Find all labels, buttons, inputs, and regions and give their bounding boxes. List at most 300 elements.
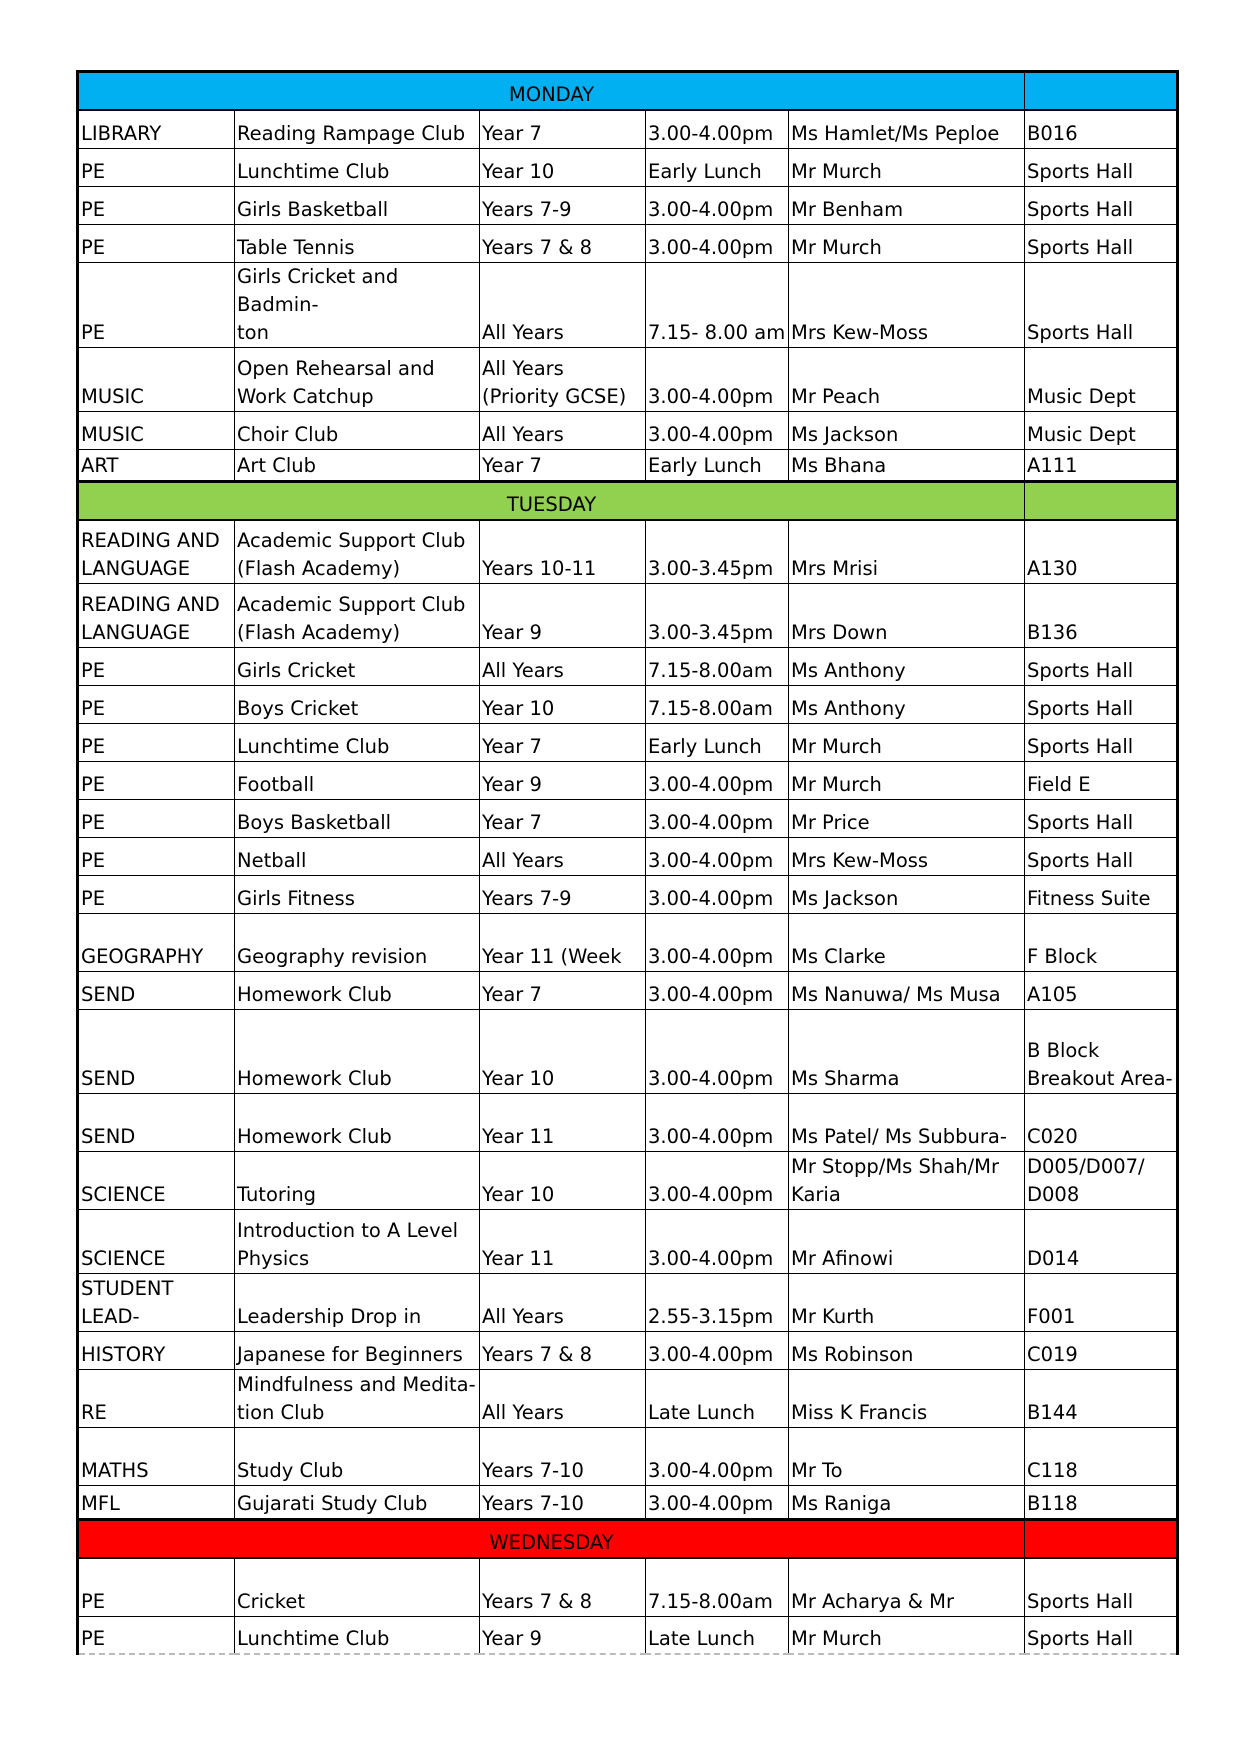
room-cell bbox=[1025, 262, 1178, 347]
time-cell bbox=[646, 1558, 789, 1616]
cell-text: Japanese for Beginners bbox=[237, 1343, 463, 1366]
time-cell bbox=[646, 876, 789, 914]
time-cell bbox=[646, 584, 789, 648]
time-cell bbox=[646, 1616, 789, 1654]
staff-cell bbox=[789, 800, 1025, 838]
cell-text: 3.00-4.00pm bbox=[648, 384, 774, 408]
time-cell bbox=[646, 648, 789, 686]
room-cell bbox=[1025, 110, 1178, 148]
day-header: WEDNESDAY bbox=[78, 1520, 1025, 1559]
activity-cell bbox=[235, 262, 480, 347]
table-row bbox=[78, 224, 1178, 262]
year-group-cell bbox=[480, 762, 646, 800]
year-group-cell bbox=[480, 584, 646, 648]
cell-text: Academic Support Club (Flash Academy) bbox=[237, 529, 466, 580]
day-header-row bbox=[78, 72, 1178, 111]
cell-text: Year 11 bbox=[482, 1247, 555, 1270]
cell-text: All Years bbox=[482, 320, 564, 344]
room-cell bbox=[1025, 876, 1178, 914]
cell-text: 3.00-4.00pm bbox=[648, 1459, 774, 1482]
cell-text: Girls Cricket and Badmin- ton bbox=[237, 264, 399, 344]
cell-text: Year 7 bbox=[482, 453, 542, 477]
cell-text: SCIENCE bbox=[81, 1247, 166, 1270]
cell-text: LIBRARY bbox=[81, 121, 162, 145]
cell-text: Ms Sharma bbox=[791, 1067, 900, 1090]
cell-text: 7.15-8.00am bbox=[648, 659, 773, 682]
cell-text: Years 10-11 bbox=[482, 557, 597, 580]
table-row bbox=[78, 762, 1178, 800]
cell-text: Mr To bbox=[791, 1459, 843, 1482]
activity-cell bbox=[235, 1332, 480, 1370]
staff-cell bbox=[789, 1274, 1025, 1332]
cell-text: D005/D007/ D008 bbox=[1027, 1155, 1145, 1206]
time-cell bbox=[646, 1010, 789, 1094]
activity-cell bbox=[235, 914, 480, 972]
room-cell bbox=[1025, 762, 1178, 800]
year-group-cell bbox=[480, 876, 646, 914]
cell-text: Sports Hall bbox=[1027, 1627, 1134, 1650]
table-row bbox=[78, 520, 1178, 584]
time-cell bbox=[646, 1486, 789, 1520]
time-cell bbox=[646, 1332, 789, 1370]
cell-text: PE bbox=[81, 811, 106, 834]
year-group-cell bbox=[480, 411, 646, 449]
time-cell bbox=[646, 1428, 789, 1486]
table-row bbox=[78, 1558, 1178, 1616]
staff-cell bbox=[789, 1332, 1025, 1370]
table-row bbox=[78, 686, 1178, 724]
time-cell bbox=[646, 520, 789, 584]
cell-text: 3.00-4.00pm bbox=[648, 422, 774, 446]
room-cell bbox=[1025, 1486, 1178, 1520]
cell-text: PE bbox=[81, 235, 106, 259]
cell-text: Music Dept bbox=[1027, 422, 1136, 446]
department-cell bbox=[78, 800, 235, 838]
cell-text: 3.00-4.00pm bbox=[648, 983, 774, 1006]
cell-text: Early Lunch bbox=[648, 453, 762, 477]
cell-text: 3.00-4.00pm bbox=[648, 197, 774, 221]
cell-text: Ms Raniga bbox=[791, 1492, 892, 1515]
cell-text: Sports Hall bbox=[1027, 735, 1134, 758]
cell-text: Year 9 bbox=[482, 773, 542, 796]
year-group-cell bbox=[480, 648, 646, 686]
cell-text: 3.00-4.00pm bbox=[648, 1183, 774, 1206]
year-group-cell bbox=[480, 186, 646, 224]
activity-cell bbox=[235, 584, 480, 648]
activity-cell bbox=[235, 1558, 480, 1616]
cell-text: Fitness Suite bbox=[1027, 887, 1151, 910]
time-cell bbox=[646, 262, 789, 347]
table-row bbox=[78, 1616, 1178, 1654]
department-cell bbox=[78, 411, 235, 449]
room-cell bbox=[1025, 972, 1178, 1010]
year-group-cell bbox=[480, 1428, 646, 1486]
activity-cell bbox=[235, 1010, 480, 1094]
cell-text: Girls Cricket bbox=[237, 659, 356, 682]
year-group-cell bbox=[480, 262, 646, 347]
table-row bbox=[78, 800, 1178, 838]
day-header-end bbox=[1025, 481, 1178, 520]
cell-text: Open Rehearsal and Work Catchup bbox=[237, 356, 435, 408]
cell-text: PE bbox=[81, 1627, 106, 1650]
time-cell bbox=[646, 110, 789, 148]
cell-text: 7.15-8.00am bbox=[648, 1589, 773, 1613]
cell-text: Ms Anthony bbox=[791, 659, 906, 682]
cell-text: B Block Breakout Area- bbox=[1027, 1039, 1173, 1090]
day-header-end bbox=[1025, 1520, 1178, 1559]
cell-text: Years 7-9 bbox=[482, 887, 572, 910]
room-cell bbox=[1025, 1332, 1178, 1370]
staff-cell bbox=[789, 449, 1025, 481]
time-cell bbox=[646, 1094, 789, 1152]
time-cell bbox=[646, 724, 789, 762]
cell-text: Leadership Drop in bbox=[237, 1305, 422, 1328]
cell-text: C020 bbox=[1027, 1125, 1078, 1148]
cell-text: Ms Nanuwa/ Ms Musa bbox=[791, 983, 1001, 1006]
department-cell bbox=[78, 1616, 235, 1654]
staff-cell bbox=[789, 520, 1025, 584]
cell-text: Mr Murch bbox=[791, 235, 882, 259]
cell-text: 3.00-4.00pm bbox=[648, 887, 774, 910]
cell-text: 3.00-4.00pm bbox=[648, 849, 774, 872]
cell-text: F001 bbox=[1027, 1305, 1076, 1328]
table-row bbox=[78, 148, 1178, 186]
staff-cell bbox=[789, 584, 1025, 648]
day-header-row bbox=[78, 1520, 1178, 1559]
activity-cell bbox=[235, 724, 480, 762]
staff-cell bbox=[789, 1558, 1025, 1616]
cell-text: PE bbox=[81, 849, 106, 872]
year-group-cell bbox=[480, 1332, 646, 1370]
department-cell bbox=[78, 1428, 235, 1486]
room-cell bbox=[1025, 1210, 1178, 1274]
cell-text: Miss K Francis bbox=[791, 1401, 928, 1424]
staff-cell bbox=[789, 347, 1025, 411]
day-header: MONDAY bbox=[78, 72, 1025, 111]
time-cell bbox=[646, 686, 789, 724]
cell-text: MATHS bbox=[81, 1459, 149, 1482]
room-cell bbox=[1025, 411, 1178, 449]
department-cell bbox=[78, 724, 235, 762]
cell-text: SEND bbox=[81, 1125, 136, 1148]
cell-text: PE bbox=[81, 320, 106, 344]
table-row bbox=[78, 1152, 1178, 1210]
activity-cell bbox=[235, 972, 480, 1010]
cell-text: Sports Hall bbox=[1027, 1589, 1134, 1613]
table-row bbox=[78, 724, 1178, 762]
cell-text: Mr Kurth bbox=[791, 1305, 875, 1328]
cell-text: C118 bbox=[1027, 1459, 1078, 1482]
cell-text: GEOGRAPHY bbox=[81, 945, 204, 968]
cell-text: Lunchtime Club bbox=[237, 1627, 390, 1650]
time-cell bbox=[646, 1274, 789, 1332]
cell-text: B144 bbox=[1027, 1401, 1078, 1424]
room-cell bbox=[1025, 186, 1178, 224]
department-cell bbox=[78, 584, 235, 648]
table-row bbox=[78, 1210, 1178, 1274]
activity-cell bbox=[235, 186, 480, 224]
staff-cell bbox=[789, 914, 1025, 972]
room-cell bbox=[1025, 648, 1178, 686]
room-cell bbox=[1025, 1616, 1178, 1654]
cell-text: Geography revision bbox=[237, 945, 428, 968]
cell-text: Year 9 bbox=[482, 621, 542, 644]
cell-text: Mr Acharya & Mr bbox=[791, 1589, 955, 1613]
activity-cell bbox=[235, 1616, 480, 1654]
cell-text: Boys Basketball bbox=[237, 811, 392, 834]
clubs-timetable bbox=[76, 70, 1179, 1655]
cell-text: Mr Murch bbox=[791, 735, 882, 758]
cell-text: Year 7 bbox=[482, 983, 542, 1006]
cell-text: All Years bbox=[482, 422, 564, 446]
cell-text: 3.00-3.45pm bbox=[648, 621, 774, 644]
cell-text: Sports Hall bbox=[1027, 849, 1134, 872]
staff-cell bbox=[789, 262, 1025, 347]
cell-text: 7.15-8.00am bbox=[648, 697, 773, 720]
activity-cell bbox=[235, 1210, 480, 1274]
table-row bbox=[78, 110, 1178, 148]
staff-cell bbox=[789, 724, 1025, 762]
cell-text: Mrs Kew-Moss bbox=[791, 320, 929, 344]
activity-cell bbox=[235, 1094, 480, 1152]
cell-text: All Years bbox=[482, 849, 564, 872]
staff-cell bbox=[789, 1094, 1025, 1152]
activity-cell bbox=[235, 224, 480, 262]
room-cell bbox=[1025, 914, 1178, 972]
cell-text: Mr Price bbox=[791, 811, 870, 834]
department-cell bbox=[78, 838, 235, 876]
staff-cell bbox=[789, 1486, 1025, 1520]
cell-text: B016 bbox=[1027, 121, 1078, 145]
cell-text: Year 11 (Week bbox=[482, 945, 622, 968]
activity-cell bbox=[235, 648, 480, 686]
activity-cell bbox=[235, 148, 480, 186]
cell-text: Academic Support Club (Flash Academy) bbox=[237, 593, 466, 644]
time-cell bbox=[646, 186, 789, 224]
department-cell bbox=[78, 1332, 235, 1370]
cell-text: HISTORY bbox=[81, 1343, 166, 1366]
time-cell bbox=[646, 148, 789, 186]
department-cell bbox=[78, 1370, 235, 1428]
cell-text: Art Club bbox=[237, 453, 316, 477]
cell-text: PE bbox=[81, 697, 106, 720]
activity-cell bbox=[235, 1274, 480, 1332]
room-cell bbox=[1025, 1370, 1178, 1428]
year-group-cell bbox=[480, 347, 646, 411]
activity-cell bbox=[235, 686, 480, 724]
year-group-cell bbox=[480, 800, 646, 838]
year-group-cell bbox=[480, 914, 646, 972]
cell-text: ART bbox=[81, 453, 119, 477]
staff-cell bbox=[789, 1152, 1025, 1210]
department-cell bbox=[78, 686, 235, 724]
cell-text: All Years (Priority GCSE) bbox=[482, 356, 627, 408]
cell-text: Ms Bhana bbox=[791, 453, 887, 477]
department-cell bbox=[78, 1274, 235, 1332]
cell-text: Ms Hamlet/Ms Peploe bbox=[791, 121, 1000, 145]
cell-text: Years 7-10 bbox=[482, 1492, 584, 1515]
cell-text: Years 7-10 bbox=[482, 1459, 584, 1482]
cell-text: Years 7-9 bbox=[482, 197, 572, 221]
year-group-cell bbox=[480, 1558, 646, 1616]
staff-cell bbox=[789, 1010, 1025, 1094]
cell-text: 3.00-4.00pm bbox=[648, 1247, 774, 1270]
cell-text: READING AND LANGUAGE bbox=[81, 529, 220, 580]
table-row bbox=[78, 1010, 1178, 1094]
cell-text: Late Lunch bbox=[648, 1627, 755, 1650]
cell-text: Sports Hall bbox=[1027, 197, 1134, 221]
cell-text: Ms Jackson bbox=[791, 422, 899, 446]
room-cell bbox=[1025, 584, 1178, 648]
table-row bbox=[78, 1370, 1178, 1428]
cell-text: PE bbox=[81, 773, 106, 796]
cell-text: Ms Clarke bbox=[791, 945, 886, 968]
department-cell bbox=[78, 914, 235, 972]
table-row bbox=[78, 1428, 1178, 1486]
year-group-cell bbox=[480, 1370, 646, 1428]
department-cell bbox=[78, 520, 235, 584]
room-cell bbox=[1025, 347, 1178, 411]
time-cell bbox=[646, 347, 789, 411]
time-cell bbox=[646, 838, 789, 876]
room-cell bbox=[1025, 520, 1178, 584]
activity-cell bbox=[235, 800, 480, 838]
cell-text: Girls Basketball bbox=[237, 197, 389, 221]
cell-text: Lunchtime Club bbox=[237, 735, 390, 758]
cell-text: Sports Hall bbox=[1027, 697, 1134, 720]
cell-text: Music Dept bbox=[1027, 384, 1136, 408]
cell-text: 3.00-4.00pm bbox=[648, 773, 774, 796]
activity-cell bbox=[235, 1152, 480, 1210]
cell-text: Reading Rampage Club bbox=[237, 121, 466, 145]
cell-text: SCIENCE bbox=[81, 1183, 166, 1206]
cell-text: 2.55-3.15pm bbox=[648, 1305, 774, 1328]
cell-text: B118 bbox=[1027, 1492, 1078, 1515]
cell-text: PE bbox=[81, 1589, 106, 1613]
cell-text: Year 11 bbox=[482, 1125, 555, 1148]
time-cell bbox=[646, 800, 789, 838]
cell-text: 3.00-4.00pm bbox=[648, 1343, 774, 1366]
department-cell bbox=[78, 110, 235, 148]
activity-cell bbox=[235, 1486, 480, 1520]
cell-text: MFL bbox=[81, 1492, 120, 1515]
activity-cell bbox=[235, 762, 480, 800]
cell-text: Sports Hall bbox=[1027, 235, 1134, 259]
cell-text: Years 7 & 8 bbox=[482, 1589, 593, 1613]
year-group-cell bbox=[480, 449, 646, 481]
activity-cell bbox=[235, 520, 480, 584]
cell-text: A105 bbox=[1027, 983, 1078, 1006]
time-cell bbox=[646, 972, 789, 1010]
year-group-cell bbox=[480, 1210, 646, 1274]
cell-text: 3.00-4.00pm bbox=[648, 121, 774, 145]
cell-text: Ms Anthony bbox=[791, 697, 906, 720]
cell-text: Year 9 bbox=[482, 1627, 542, 1650]
activity-cell bbox=[235, 1428, 480, 1486]
cell-text: MUSIC bbox=[81, 422, 144, 446]
staff-cell bbox=[789, 1428, 1025, 1486]
cell-text: Mr Murch bbox=[791, 159, 882, 183]
staff-cell bbox=[789, 186, 1025, 224]
staff-cell bbox=[789, 1616, 1025, 1654]
cell-text: All Years bbox=[482, 659, 564, 682]
cell-text: A130 bbox=[1027, 557, 1078, 580]
table-row bbox=[78, 449, 1178, 481]
room-cell bbox=[1025, 449, 1178, 481]
table-row bbox=[78, 876, 1178, 914]
cell-text: PE bbox=[81, 659, 106, 682]
department-cell bbox=[78, 148, 235, 186]
cell-text: 3.00-3.45pm bbox=[648, 557, 774, 580]
cell-text: Early Lunch bbox=[648, 159, 762, 183]
cell-text: PE bbox=[81, 159, 106, 183]
cell-text: Mr Murch bbox=[791, 773, 882, 796]
room-cell bbox=[1025, 686, 1178, 724]
cell-text: Year 7 bbox=[482, 811, 542, 834]
cell-text: Cricket bbox=[237, 1589, 306, 1613]
staff-cell bbox=[789, 648, 1025, 686]
cell-text: SEND bbox=[81, 983, 136, 1006]
department-cell bbox=[78, 876, 235, 914]
table-row bbox=[78, 1486, 1178, 1520]
time-cell bbox=[646, 1152, 789, 1210]
room-cell bbox=[1025, 1094, 1178, 1152]
department-cell bbox=[78, 1010, 235, 1094]
cell-text: Mr Murch bbox=[791, 1627, 882, 1650]
cell-text: Early Lunch bbox=[648, 735, 762, 758]
cell-text: Lunchtime Club bbox=[237, 159, 390, 183]
department-cell bbox=[78, 1152, 235, 1210]
cell-text: 3.00-4.00pm bbox=[648, 945, 774, 968]
cell-text: F Block bbox=[1027, 945, 1098, 968]
department-cell bbox=[78, 972, 235, 1010]
cell-text: D014 bbox=[1027, 1247, 1080, 1270]
room-cell bbox=[1025, 838, 1178, 876]
year-group-cell bbox=[480, 724, 646, 762]
staff-cell bbox=[789, 972, 1025, 1010]
year-group-cell bbox=[480, 1010, 646, 1094]
cell-text: Year 7 bbox=[482, 735, 542, 758]
cell-text: 3.00-4.00pm bbox=[648, 1125, 774, 1148]
room-cell bbox=[1025, 1558, 1178, 1616]
cell-text: Netball bbox=[237, 849, 307, 872]
cell-text: Mr Afinowi bbox=[791, 1247, 894, 1270]
staff-cell bbox=[789, 838, 1025, 876]
cell-text: Mrs Down bbox=[791, 621, 888, 644]
room-cell bbox=[1025, 1428, 1178, 1486]
table-row bbox=[78, 186, 1178, 224]
year-group-cell bbox=[480, 1094, 646, 1152]
time-cell bbox=[646, 224, 789, 262]
activity-cell bbox=[235, 876, 480, 914]
room-cell bbox=[1025, 1274, 1178, 1332]
cell-text: Sports Hall bbox=[1027, 659, 1134, 682]
cell-text: Years 7 & 8 bbox=[482, 1343, 593, 1366]
department-cell bbox=[78, 648, 235, 686]
cell-text: Field E bbox=[1027, 773, 1091, 796]
year-group-cell bbox=[480, 838, 646, 876]
cell-text: All Years bbox=[482, 1401, 564, 1424]
cell-text: SEND bbox=[81, 1067, 136, 1090]
time-cell bbox=[646, 762, 789, 800]
cell-text: Late Lunch bbox=[648, 1401, 755, 1424]
year-group-cell bbox=[480, 1616, 646, 1654]
cell-text: Gujarati Study Club bbox=[237, 1492, 428, 1515]
room-cell bbox=[1025, 800, 1178, 838]
department-cell bbox=[78, 1094, 235, 1152]
department-cell bbox=[78, 1486, 235, 1520]
cell-text: Boys Cricket bbox=[237, 697, 359, 720]
